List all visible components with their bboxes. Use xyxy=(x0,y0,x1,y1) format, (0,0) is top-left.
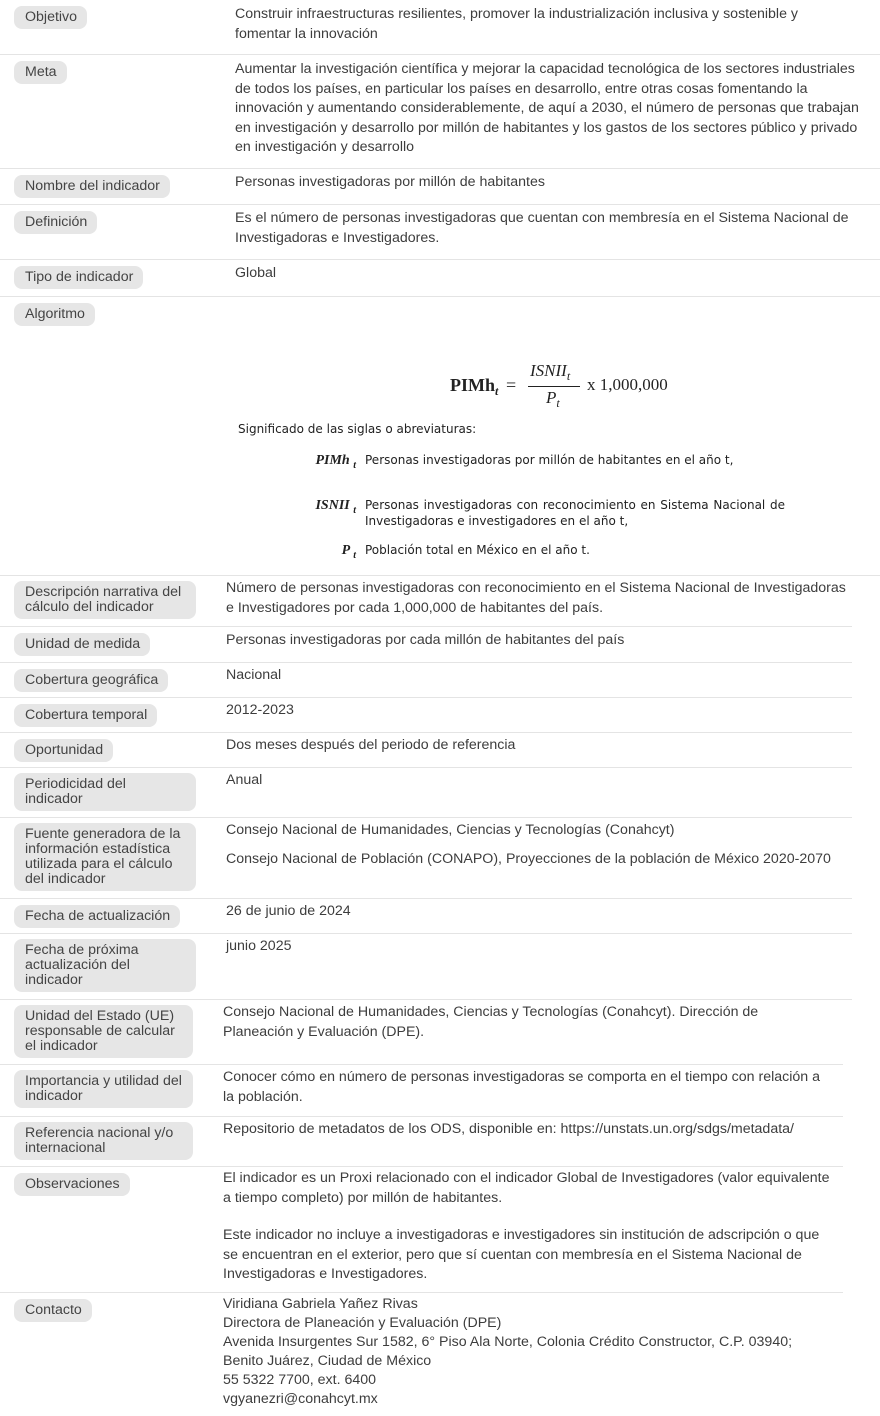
value-contacto: Viridiana Gabriela Yañez Rivas Directora de Planeación y Evaluación (DPE) Avenida Insurgentes Sur 1582, 6° Piso Ala Norte, Colonia Crédito Constructor, C.P. 03940; Benito Juárez, Ciudad de México 55 5322 7700, ext. 6400 vgyanezri@conahcyt.mx xyxy=(223,1296,793,1407)
value-descripcion-narrativa: Número de personas investigadoras con reconocimiento en el Sistema Nacional de Investigadoras e Investigadores por cada 1,000,000 de habitantes del país. xyxy=(226,580,846,616)
row-cobertura-temporal xyxy=(0,698,852,733)
legend-abbr-p: P $_t$ xyxy=(341,543,356,561)
row-descripcion-narrativa xyxy=(0,576,852,627)
value-nombre-indicador: Personas investigadoras por millón de habitantes xyxy=(235,174,545,190)
label-fecha-actualizacion: Fecha de actualización xyxy=(14,905,180,928)
label-descripcion-narrativa: Descripción narrativa del cálculo del indicador xyxy=(14,581,196,619)
label-oportunidad: Oportunidad xyxy=(14,739,113,762)
row-cobertura-geografica xyxy=(0,663,852,698)
row-importancia xyxy=(0,1065,843,1117)
legend-desc-isnii: Personas investigadoras con reconocimiento en Sistema Nacional de Investigadoras e investigadores en el año t, xyxy=(365,498,785,528)
row-referencia xyxy=(0,1117,843,1167)
legend-desc-pimh: Personas investigadoras por millón de habitantes en el año t, xyxy=(365,453,734,467)
legend-abbr-isnii: ISNII $_t$ xyxy=(315,498,356,516)
label-definicion: Definición xyxy=(14,211,97,234)
value-fecha-actualizacion: 26 de junio de 2024 xyxy=(226,903,351,919)
label-fecha-proxima: Fecha de próxima actualización del indicador xyxy=(14,939,196,992)
value-observaciones-1: El indicador es un Proxi relacionado con el indicador Global de Investigadores (valor equivalente a tiempo completo) por millón de habitantes. xyxy=(223,1170,830,1206)
value-cobertura-geografica: Nacional xyxy=(226,667,282,683)
formula-numerator: $ISNII_t$ xyxy=(530,361,571,383)
label-meta: Meta xyxy=(14,61,67,84)
formula-multiplier: x 1,000,000 xyxy=(587,375,668,394)
value-importancia: Conocer cómo en número de personas investigadoras se comporta en el tiempo con relación a la población. xyxy=(223,1069,820,1105)
label-nombre-indicador: Nombre del indicador xyxy=(14,175,170,198)
row-algoritmo xyxy=(0,297,880,576)
label-unidad-estado: Unidad del Estado (UE) responsable de calcular el indicador xyxy=(14,1005,193,1058)
value-periodicidad: Anual xyxy=(226,772,263,788)
row-objetivo xyxy=(0,0,880,55)
formula-denominator: $P_t$ xyxy=(546,388,560,410)
value-fuente-conahcyt: Consejo Nacional de Humanidades, Ciencias y Tecnologías (Conahcyt) xyxy=(226,822,675,838)
value-fuente-conapo: Consejo Nacional de Población (CONAPO), Proyecciones de la población de México 2020-2070 xyxy=(226,851,831,867)
label-objetivo: Objetivo xyxy=(14,6,87,29)
label-cobertura-temporal: Cobertura temporal xyxy=(14,704,157,727)
row-unidad-medida xyxy=(0,627,852,663)
row-periodicidad xyxy=(0,768,852,818)
legend-title: Significado de las siglas o abreviaturas: xyxy=(238,422,477,436)
label-referencia: Referencia nacional y/o internacional xyxy=(14,1122,193,1160)
label-algoritmo: Algoritmo xyxy=(14,303,95,326)
value-fecha-proxima: junio 2025 xyxy=(226,938,292,954)
value-referencia: Repositorio de metadatos de los ODS, disponible en: https://unstats.un.org/sdgs/metadata/ xyxy=(223,1121,794,1137)
value-observaciones-2: Este indicador no incluye a investigadoras e investigadores sin institución de adscripción o que se encuentran en el exterior, pero que sí cuentan con membresía en el Sistema Nacional de Investigadoras e Investigadores. xyxy=(223,1227,820,1283)
row-contacto xyxy=(0,1293,843,1416)
formula-lhs: PIMh$_t$ xyxy=(450,375,499,398)
label-fuente-generadora: Fuente generadora de la información estadística utilizada para el cálculo del indicador xyxy=(14,823,196,891)
row-observaciones xyxy=(0,1167,843,1293)
label-unidad-medida: Unidad de medida xyxy=(14,633,150,656)
value-tipo-indicador: Global xyxy=(235,265,277,281)
row-unidad-estado xyxy=(0,1000,843,1065)
row-tipo-indicador xyxy=(0,260,880,297)
value-unidad-estado: Consejo Nacional de Humanidades, Ciencias y Tecnologías (Conahcyt). Dirección de Planeación y Evaluación (DPE). xyxy=(223,1004,759,1040)
row-definicion xyxy=(0,205,880,260)
row-fuente-generadora xyxy=(0,818,852,899)
label-periodicidad: Periodicidad del indicador xyxy=(14,773,196,811)
legend-abbr-pimh: PIMh $_t$ xyxy=(315,453,356,471)
label-observaciones: Observaciones xyxy=(14,1173,130,1196)
label-contacto: Contacto xyxy=(14,1299,92,1322)
value-oportunidad: Dos meses después del periodo de referencia xyxy=(226,737,516,753)
row-fecha-actualizacion xyxy=(0,899,852,934)
label-cobertura-geografica: Cobertura geográfica xyxy=(14,669,168,692)
row-meta xyxy=(0,55,880,169)
row-nombre-indicador xyxy=(0,169,880,205)
formula-equals: = xyxy=(506,375,517,395)
label-importancia: Importancia y utilidad del indicador xyxy=(14,1070,193,1108)
value-definicion: Es el número de personas investigadoras que cuentan con membresía en el Sistema Nacional de Investigadoras e Investigadores. xyxy=(235,210,849,246)
value-objetivo: Construir infraestructuras resilientes, promover la industrialización inclusiva y sostenible y fomentar la innovación xyxy=(235,6,799,42)
row-fecha-proxima xyxy=(0,934,852,1000)
value-meta: Aumentar la investigación científica y mejorar la capacidad tecnológica de los sectores industriales de todos los países, en particular los países en desarrollo, entre otras cosas fomentando la innovación y aumentando considerablemente, de aquí a 2030, el número de personas que trabajan en investigación y desarrollo por millón de habitantes y los gastos de los sectores público y privado en investigación y desarrollo xyxy=(235,61,859,156)
label-tipo-indicador: Tipo de indicador xyxy=(14,266,143,289)
value-cobertura-temporal: 2012-2023 xyxy=(226,702,294,718)
row-oportunidad xyxy=(0,733,852,768)
value-unidad-medida: Personas investigadoras por cada millón de habitantes del país xyxy=(226,632,625,648)
legend-desc-p: Población total en México en el año t. xyxy=(365,543,590,557)
formula-fraction-bar xyxy=(528,386,580,387)
